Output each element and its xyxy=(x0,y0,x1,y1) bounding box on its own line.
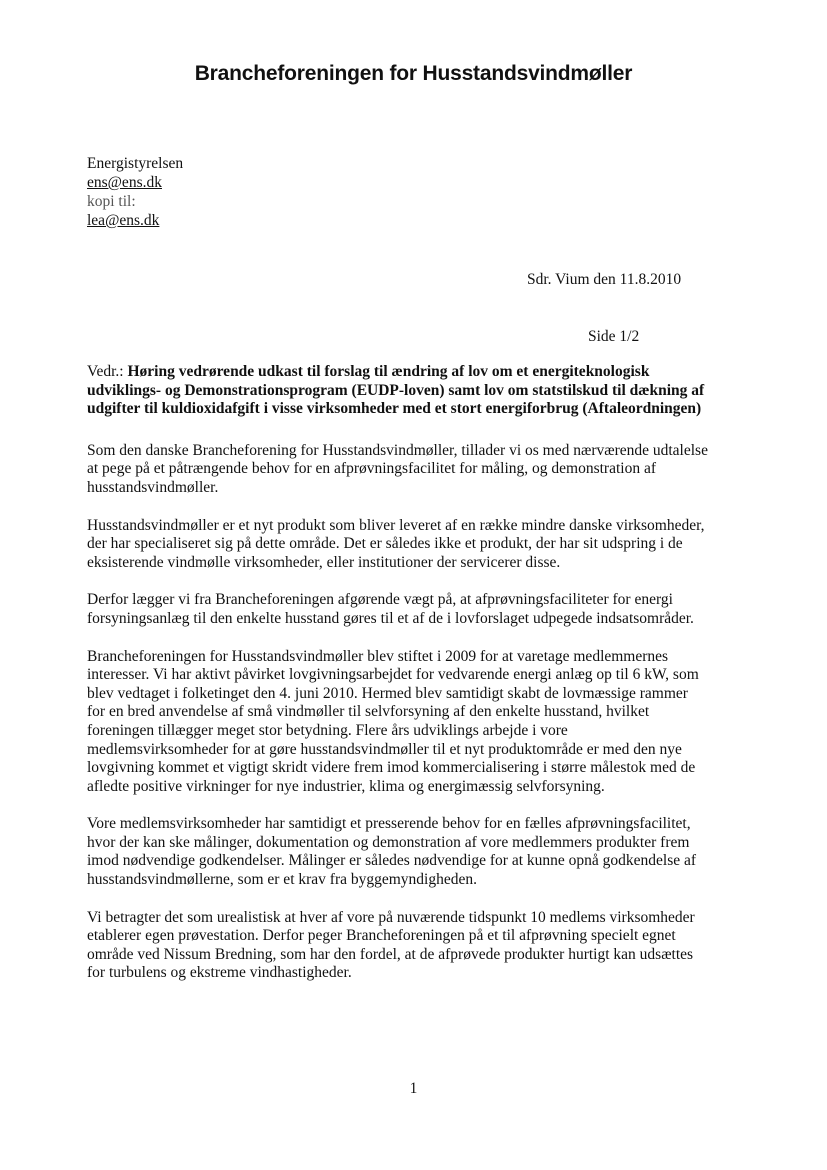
paragraph-line: etablerer egen prøvestation. Derfor peger Brancheforeningen på et til afprøvning specielt egnet xyxy=(87,927,676,945)
paragraph-line: for turbulens og ekstreme vindhastigheder. xyxy=(87,964,352,982)
place-date: Sdr. Vium den 11.8.2010 xyxy=(527,271,682,288)
paragraph-line: Derfor lægger vi fra Brancheforeningen afgørende vægt på, at afprøvningsfaciliteter for energi xyxy=(87,591,673,609)
recipient-name: Energistyrelsen xyxy=(87,155,184,172)
body-paragraph xyxy=(87,648,767,797)
paragraph-line: Vi betragter det som urealistisk at hver af vore på nuværende tidspunkt 10 medlems virksomheder xyxy=(87,908,695,926)
paragraph-line: husstandsvindmøllerne, som er et krav fra byggemyndigheden. xyxy=(87,871,477,889)
paragraph-line: medlemsvirksomheder for at gøre husstandsvindmøller til et nyt produktområde er med den nye xyxy=(87,740,682,758)
subject-label: Vedr.: xyxy=(87,363,128,380)
paragraph-line: Husstandsvindmøller er et nyt produkt som bliver leveret af en række mindre danske virksomheder, xyxy=(87,516,705,534)
paragraph-line: Vore medlemsvirksomheder har samtidigt et presserende behov for en fælles afprøvningsfacilitet, xyxy=(87,815,691,833)
paragraph-line: område ved Nissum Bredning, som har den fordel, at de afprøvede produkter hurtigt kan udsættes xyxy=(87,945,694,963)
subject-paragraph xyxy=(87,363,767,419)
subject-line: Høring vedrørende udkast til forslag til ændring af lov om et energiteknologisk xyxy=(127,363,650,380)
paragraph-line: hvor der kan ske målinger, dokumentation og demonstration af vore medlemmers produkter frem xyxy=(87,833,690,851)
paragraph-line: husstandsvindmøller. xyxy=(87,478,219,496)
body-paragraph xyxy=(87,909,767,983)
paragraph-line: forsyningsanlæg til den enkelte husstand gøres til et af de i lovforslaget udpegede indsatsområder. xyxy=(87,609,694,627)
recipient-email-link[interactable]: ens@ens.dk xyxy=(87,174,162,191)
cc-email-link[interactable]: lea@ens.dk xyxy=(87,212,160,229)
paragraph-line: foreningen tillægger meget stor betydning. Flere års udviklings arbejde i vore xyxy=(87,721,568,739)
body-paragraph xyxy=(87,442,767,498)
paragraph-line: interesser. Vi har aktivt påvirket lovgivningsarbejdet for vedvarende energi anlæg op til 6 kW, som xyxy=(87,666,699,684)
paragraph-line: Brancheforeningen for Husstandsvindmøller blev stiftet i 2009 for at varetage medlemmernes xyxy=(87,647,669,665)
paragraph-line: afledte positive virkninger for nye industrier, klima og energimæssig selvforsyning. xyxy=(87,777,605,795)
body-paragraph xyxy=(87,815,767,889)
paragraph-line: at pege på et påtrængende behov for en afprøvningsfacilitet for måling, og demonstration af xyxy=(87,460,657,478)
letterhead-title: Brancheforeningen for Husstandsvindmøller xyxy=(194,62,633,85)
paragraph-line: eksisterende vindmølle virksomheder, eller institutioner der servicerer disse. xyxy=(87,553,561,571)
paragraph-line: blev vedtaget i folketinget den 4. juni 2010. Hermed blev samtidigt skabt de lovmæssige rammer xyxy=(87,684,688,702)
paragraph-line: der har specialiseret sig på dette område. Det er således ikke et produkt, der har sit udspring i de xyxy=(87,535,683,553)
subject-line: udviklings- og Demonstrationsprogram (EUDP-loven) samt lov om statstilskud til dækning af xyxy=(87,381,705,399)
letter-body xyxy=(87,363,767,1002)
page-indicator: Side 1/2 xyxy=(588,328,640,345)
body-paragraph xyxy=(87,517,767,573)
paragraph-line: lovgivning kommet et vigtigt skridt videre frem imod kommercialisering i større målestok med de xyxy=(87,759,696,777)
subject-line: udgifter til kuldioxidafgift i visse virksomheder med et stort energiforbrug (Aftaleordningen) xyxy=(87,400,702,418)
paragraph-line: for en bred anvendelse af små vindmøller til selvforsyning af den enkelte husstand, hvilket xyxy=(87,703,650,721)
cc-label: kopi til: xyxy=(87,193,136,210)
body-paragraph xyxy=(87,591,767,628)
recipient-block xyxy=(87,154,183,230)
paragraph-line: Som den danske Brancheforening for Husstandsvindmøller, tillader vi os med nærværende udtalelse xyxy=(87,441,708,459)
paragraph-line: imod nødvendige godkendelser. Målinger er således nødvendige for at kunne opnå godkendelse af xyxy=(87,852,697,870)
page-number: 1 xyxy=(409,1080,418,1097)
